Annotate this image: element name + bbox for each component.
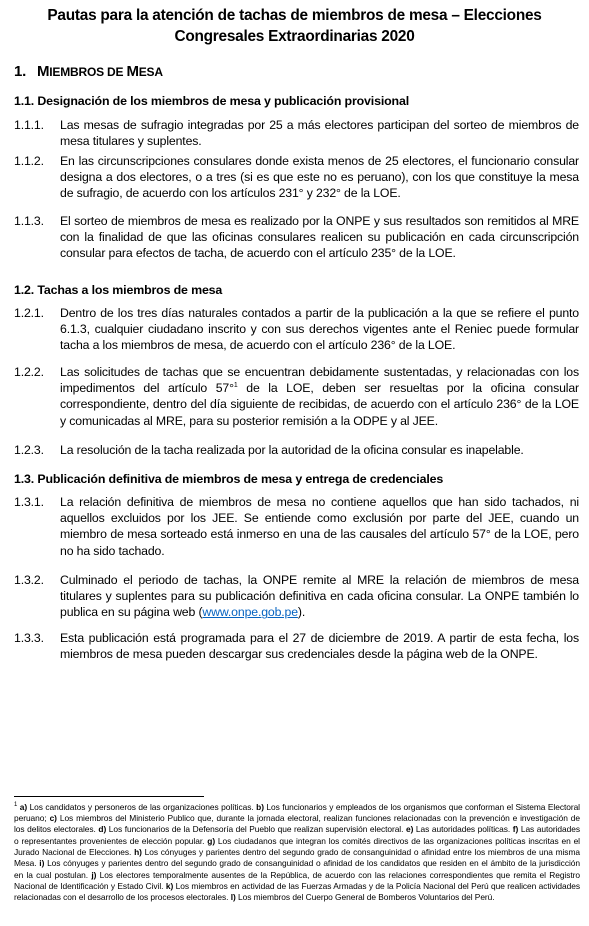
clause-number: 1.3.1. <box>14 495 44 509</box>
clause-1-3-2 <box>14 572 579 621</box>
clause-1-2-3 <box>14 442 579 458</box>
footnote-text: Los cónyuges y parientes dentro del segundo grado de consanguinidad o afinidad entre los miembros de una misma Mesa. <box>14 846 580 869</box>
clause-text-part: Las solicitudes de tachas que se encuentran debidamente sustentadas, y relacionadas con los impedimentos del artículo 57° <box>60 365 579 396</box>
title-line-1: Pautas para la atención de tachas de miembros de mesa – Elecciones <box>47 7 542 24</box>
footnote-text: Las autoridades o representantes provenientes de elección popular. <box>14 824 580 846</box>
clause-number: 1.2.3. <box>14 443 44 457</box>
onpe-website-link[interactable]: www.onpe.gob.pe <box>202 605 298 620</box>
heading-smallcaps: IEMBROS DE <box>49 65 127 79</box>
footnote-letter: i) <box>39 858 45 869</box>
clause-text <box>60 572 579 621</box>
clause-1-1-3 <box>14 213 579 262</box>
clause-1-3-1 <box>14 494 579 559</box>
clause-text <box>60 364 579 429</box>
footnote-letter: b) <box>256 801 264 812</box>
subsection-1-3-heading: 1.3. Publicación definitiva de miembros de mesa y entrega de credenciales <box>14 472 444 486</box>
clause-number: 1.3.3. <box>14 631 44 645</box>
footnote <box>14 800 580 903</box>
footnote-letter: j) <box>91 869 97 880</box>
clause-text-part: de la LOE, deben ser resueltas por la oficina consular correspondiente, dentro del día siguiente de recibidas, de acuerdo con el artículo 236° de la LOE y comunicadas al MRE, para su posterior remisión a la ODPE y al JEE. <box>60 381 579 428</box>
section-number: 1. <box>14 63 27 80</box>
footnote-text: Los miembros del Cuerpo General de Bomberos Voluntarios del Perú. <box>235 892 495 903</box>
clause-text: Esta publicación está programada para el 27 de diciembre de 2019. A partir de esta fecha, los miembros de mesa pueden descargar sus credenciales desde la página web de la ONPE. <box>60 631 579 662</box>
clause-number: 1.1.3. <box>14 214 44 228</box>
footnote-marker: 1 <box>14 802 18 808</box>
heading-cap: M <box>126 63 139 80</box>
document-title <box>20 6 569 47</box>
footnote-letter: k) <box>165 880 174 891</box>
title-line-2: Congresales Extraordinarias 2020 <box>174 27 415 45</box>
clause-number: 1.1.2. <box>14 154 44 168</box>
clause-text-part: ). <box>297 605 306 620</box>
footnote-text: Los funcionarios de la Defensoría del Pueblo que realizan supervisión electoral. <box>106 824 406 835</box>
clause-1-1-2 <box>14 153 579 202</box>
footnote-separator <box>14 796 204 797</box>
clause-number: 1.2.1. <box>14 306 44 320</box>
footnote-letter: f) <box>512 824 519 835</box>
footnote-text: Los candidatos y personeros de las organizaciones políticas. <box>27 801 257 812</box>
footnote-text: Los miembros en actividad de las Fuerzas Armadas y de la Policía Nacional del Perú que realicen actividades relacionadas con el desarrollo de los procesos electorales. <box>14 880 580 903</box>
clause-1-3-3 <box>14 630 579 662</box>
footnote-text: Los miembros del Ministerio Publico que, durante la jornada electoral, realizan funciones relacionadas con la prevención e investigación de los delitos electorales. <box>14 813 580 835</box>
clause-number: 1.1.1. <box>14 118 44 132</box>
footnote-letter: c) <box>49 813 57 824</box>
heading-smallcaps: ESA <box>138 65 163 79</box>
footnote-text: Los cónyuges y parientes dentro del segundo grado de consanguinidad o afinidad de los candidatos que residen en el ámbito de la jurisdicción en la cual postulan. <box>14 858 580 880</box>
footnote-text: Los electores temporalmente ausentes de la República, de acuerdo con las relaciones correspondientes que remita el Registro Nacional de Identificación y Estado Civil. <box>14 869 580 891</box>
footnote-letter: a) <box>17 801 28 812</box>
clause-text: Dentro de los tres días naturales contados a partir de la publicación a la que se refiere el punto 6.1.3, cualquier ciudadano inscrito y con sus derechos vigentes ante el Reniec puede formular tacha a los miembros de mesa, de acuerdo con el artículo 236° de la LOE. <box>60 306 579 353</box>
footnote-letter: d) <box>98 824 107 835</box>
footnote-text: Las autoridades políticas. <box>413 824 513 835</box>
clause-number: 1.2.2. <box>14 365 44 379</box>
footnote-text: Los funcionarios y empleados de los organismos que conforman el Sistema Electoral peruano; <box>14 801 580 824</box>
clause-text: La relación definitiva de miembros de mesa no contiene aquellos que han sido tachados, ni aquellos excluidos por los JEE. Se entiende como exclusión por parte del JEE, cuando un miembro de mesa sorteado está inmerso en una de las causales del artículo 57° de la LOE, pero no ha sido tachado. <box>60 495 579 558</box>
clause-text: La resolución de la tacha realizada por la autoridad de la oficina consular es inapelable. <box>60 443 524 457</box>
subsection-1-1-heading: 1.1. Designación de los miembros de mesa y publicación provisional <box>14 94 409 108</box>
clause-text-part: Culminado el periodo de tachas, la ONPE remite al MRE la relación de miembros de mesa titulares y suplentes para su publicación definitiva en cada oficina consular. La ONPE también lo publica en su página web ( <box>60 573 579 620</box>
clause-number: 1.3.2. <box>14 573 44 587</box>
clause-1-1-1 <box>14 117 579 149</box>
clause-text: El sorteo de miembros de mesa es realizado por la ONPE y sus resultados son remitidos al MRE con la finalidad de que las oficinas consulares realicen su publicación en cada circunscripción consular para efectos de tacha, de acuerdo con el artículo 235° de la LOE. <box>60 214 579 261</box>
footnote-text: Los ciudadanos que integran los comités directivos de las organizaciones políticas inscritas en el Jurado Nacional de Elecciones. <box>14 835 580 857</box>
footnote-reference: 1 <box>233 382 238 390</box>
clause-text: En las circunscripciones consulares donde exista menos de 25 electores, el funcionario consular designa a dos electores, o a tres (si es que este no es peruano), con los que constituye la mesa de sufragio, de acuerdo con los artículos 231° y 232° de la LOE. <box>60 154 579 201</box>
heading-cap: M <box>37 63 50 80</box>
subsection-1-2-heading: 1.2. Tachas a los miembros de mesa <box>14 283 223 297</box>
clause-1-2-1 <box>14 305 579 354</box>
clause-text: Las mesas de sufragio integradas por 25 a más electores participan del sorteo de miembros de mesa titulares y suplentes. <box>60 118 579 149</box>
footnote-letter: e) <box>405 824 414 835</box>
footnote-letter: l) <box>230 892 236 903</box>
section-1-heading <box>14 62 163 82</box>
footnote-letter: h) <box>134 846 142 857</box>
clause-1-2-2 <box>14 364 579 429</box>
footnote-letter: g) <box>207 835 216 846</box>
